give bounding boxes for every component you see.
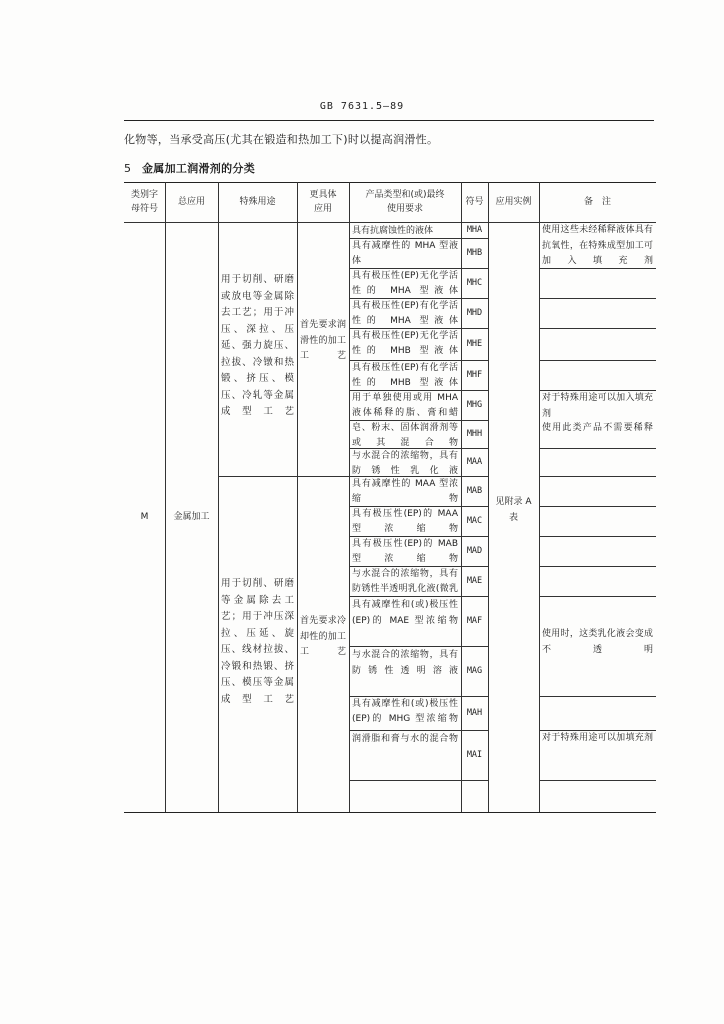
symbol-cell: MHD [466,308,483,318]
symbol-cell: MHG [466,400,483,410]
header-general-use: 总应用 [177,197,205,207]
symbol-cell: MAH [466,708,483,718]
table-row-line [349,780,488,781]
product-type-cell: 润滑脂和膏与水的混合物 [352,734,458,744]
symbol-cell: MHH [466,429,483,439]
remarks-row-line [539,596,656,597]
remarks-cell: 使用这些未经稀释液体具有抗氧性，在特殊成型加工可加入填充剂 [542,225,653,266]
product-type-cell: 用于单独使用或用 MHA 液体稀释的脂、膏和蜡 [352,393,458,418]
header-specific-use [297,182,349,222]
product-type-cell: 与水混合的浓缩物，具有防锈性乳化液 [352,451,458,476]
remarks-cell: 使用时，这类乳化液会变成不透明 [542,629,653,655]
remarks-row-line [539,476,656,477]
remarks-cell: 使用此类产品不需要稀释 [542,423,653,433]
header-example: 应用实例 [495,197,532,207]
header-special-use: 特殊用途 [239,197,276,207]
symbol-cell: MAA [466,457,483,467]
product-type-cell: 具有极压性(EP)有化学活性的 MHB 型液体 [352,363,458,388]
header-remarks: 备 注 [583,197,611,207]
symbol-cell: MHA [466,225,483,235]
table-column-line [218,182,219,812]
header-class-letter [124,182,165,222]
product-type-cell: 具有减摩性和(或)极压性(EP)的 MHG 型浓缩物 [352,699,458,724]
remarks-cell: 对于特殊用途可以加入填充剂 [542,393,653,419]
symbol-cell: MHC [466,278,483,288]
product-type-cell: 具有极压性(EP)无化学活性的 MHA 型液体 [352,271,458,296]
remarks-row-line [539,696,656,697]
section-number: 5 [124,162,132,175]
table-column-line [539,182,540,812]
product-type-cell: 具有极压性(EP)的 MAA 型浓缩物 [352,509,458,534]
header-class-letter-text: 类别字 母符号 [130,190,158,214]
symbol-cell: MAE [466,576,483,586]
symbol-cell: MAG [466,666,483,676]
remarks-row-line [539,780,656,781]
specific-use-cell: 首先要求润滑性的加工工艺 [300,320,346,361]
special-use-cell: 用于切削、研磨或放电等金属除去工艺；用于冲压、深拉、压延、强力旋压、拉拔、冷镦和热锻、挤压、模压、冷轧等金属成型工艺 [221,274,294,417]
standard-number: GB 7631.5—89 [319,101,405,112]
group-separator-line [218,476,349,477]
table-bottom-rule [124,812,656,813]
product-type-cell: 具有减摩性的 MHA 型液体 [352,241,458,266]
symbol-cell: MAB [466,486,483,496]
table-column-line [349,182,350,812]
product-type-cell: 与水混合的浓缩物，具有防锈性半透明乳化液(微乳 [352,569,458,594]
continuation-text: 化物等，当承受高压(尤其在锻造和热加工下)时以提高润滑性。 [124,133,439,146]
table-column-line [488,182,489,812]
specific-use-cell: 首先要求冷却性的加工工艺 [300,616,346,657]
remarks-row-line [539,506,656,507]
product-type-cell: 皂、粉末、固体润滑剂等或其混合物 [352,423,458,448]
header-rule [124,120,654,121]
remarks-row-line [539,268,656,269]
remarks-row-line [539,298,656,299]
section-title: 金属加工润滑剂的分类 [142,162,255,175]
remarks-row-line [539,328,656,329]
product-type-cell: 具有极压性(EP)无化学活性的 MHB 型液体 [352,331,458,356]
header-product-type [349,182,461,222]
symbol-cell: MAI [466,750,483,760]
remarks-row-line [539,360,656,361]
symbol-cell: MHF [466,370,483,380]
application-example-cell: 见附录 A 表 [495,497,532,523]
general-use-cell: 金属加工 [173,512,210,522]
header-symbol: 符号 [465,197,484,207]
table-column-line [297,182,298,812]
product-type-cell: 具有极压性(EP)有化学活性的 MHA 型液体 [352,301,458,326]
class-letter-cell: M [140,512,149,522]
symbol-cell: MAC [466,516,483,526]
remarks-row-line [539,448,656,449]
section-heading [124,160,255,176]
header-specific-use-text: 更具体 应用 [309,190,337,214]
remarks-row-line [539,566,656,567]
remarks-cell: 对于特殊用途可以加填充剂 [542,733,653,743]
product-type-cell: 具有抗腐蚀性的液体 [352,226,434,236]
remarks-row-line [539,536,656,537]
product-type-cell: 具有减摩性的 MAA 型浓缩物 [352,479,458,504]
symbol-cell: MHE [466,339,483,349]
symbol-cell: MAD [466,546,483,556]
symbol-cell: MAF [466,616,483,626]
special-use-cell: 用于切削、研磨等金属除去工艺；用于冲压深拉、压延、旋压、线材拉拔、冷锻和热锻、挤压、模压等金属成型工艺 [221,578,294,705]
product-type-cell: 与水混合的浓缩物，具有防锈性透明溶液 [352,650,458,676]
symbol-cell: MHB [466,248,483,258]
header-product-type-text: 产品类型和(或)最终 使用要求 [365,190,445,214]
product-type-cell: 具有减摩性和(或)极压性(EP)的 MAE 型浓缩物 [352,600,458,626]
product-type-cell: 具有极压性(EP)的 MAB 型浓缩物 [352,539,458,564]
